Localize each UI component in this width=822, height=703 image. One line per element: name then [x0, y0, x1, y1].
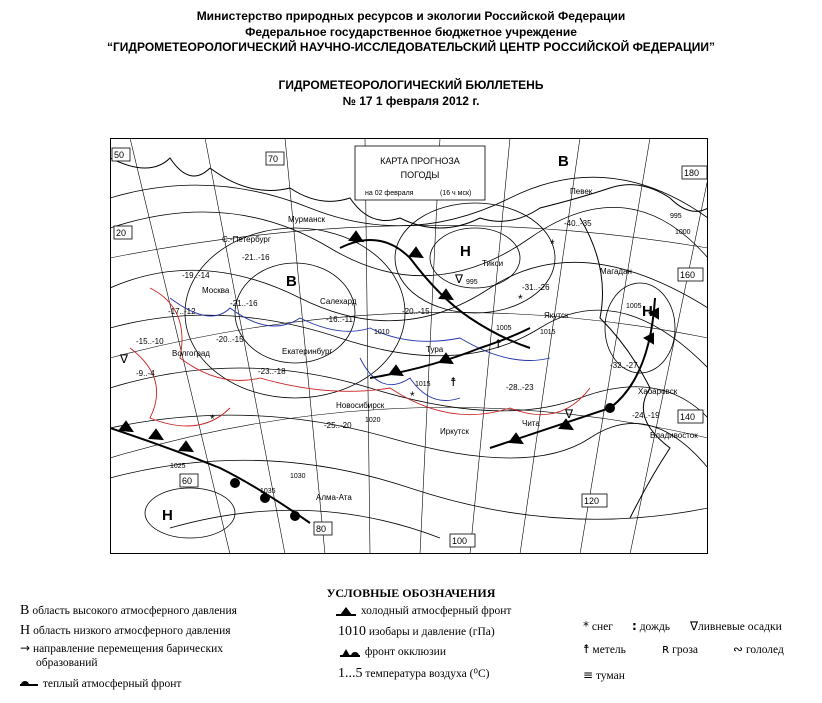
isobar-label: 995 — [466, 279, 478, 286]
longitude-label: 80 — [316, 524, 327, 534]
thunder-icon: ʀ — [662, 642, 670, 656]
legend-temp-sample: 1...5 — [338, 666, 363, 681]
legend-rain-text: дождь — [639, 621, 671, 633]
city-label: Тикси — [482, 259, 504, 268]
longitude-label: 20 — [116, 228, 127, 238]
pressure-center: Н — [460, 243, 471, 260]
legend-blizzard-text: метель — [592, 644, 626, 656]
legend-occlusion-text: фронт окклюзии — [364, 646, 446, 658]
isobar-label: 1035 — [260, 488, 276, 495]
city-label: Владивосток — [650, 431, 698, 440]
legend-cold-front-text: холодный атмосферный фронт — [360, 605, 512, 617]
snow-symbol: * — [410, 389, 415, 403]
bulletin-title: ГИДРОМЕТЕОРОЛОГИЧЕСКИЙ БЮЛЛЕТЕНЬ — [278, 78, 544, 92]
legend-low — [20, 624, 231, 638]
legend-showers — [690, 619, 782, 634]
map-date: на 02 февраля — [365, 190, 414, 197]
legend-fog — [583, 668, 625, 683]
legend-isobar-sample: 1010 — [338, 624, 366, 639]
city-label: Тура — [426, 345, 444, 354]
isobar-label: 1005 — [496, 325, 512, 332]
temperature-label: -28..-23 — [506, 383, 534, 392]
temperature-label: -15..-10 — [136, 337, 164, 346]
map-title-box — [355, 146, 485, 200]
isobar-label: 995 — [670, 213, 682, 220]
city-label: Москва — [202, 286, 230, 295]
map-title-line2: ПОГОДЫ — [400, 170, 440, 180]
ministry-line: Министерство природных ресурсов и экологии Российской Федерации — [196, 9, 626, 23]
pressure-center: Н — [162, 507, 173, 524]
forecast-map — [110, 138, 708, 554]
temperature-label: -16..-11 — [326, 315, 353, 324]
legend-blizzard — [583, 642, 626, 657]
longitude-label: 70 — [268, 154, 279, 164]
legend-ice-text: гололед — [745, 644, 784, 656]
pressure-center: Н — [642, 303, 653, 320]
legend-warm-front — [18, 677, 181, 691]
city-label: Хабаровск — [638, 387, 678, 396]
legend-title: УСЛОВНЫЕ ОБОЗНАЧЕНИЯ — [326, 586, 496, 600]
temperature-label: -21..-16 — [230, 299, 258, 308]
arrow-icon: → — [20, 641, 31, 655]
isobar-label: 1030 — [290, 473, 306, 480]
city-label: Чита — [522, 419, 540, 428]
city-label: Салехард — [320, 297, 357, 306]
longitude-label: 60 — [182, 476, 193, 486]
blizzard-icon: ☨ — [583, 642, 590, 656]
legend-direction — [20, 641, 223, 656]
snow-symbol: * — [210, 412, 215, 426]
longitude-label: 180 — [684, 168, 700, 178]
isobar-label: 1010 — [374, 329, 390, 336]
legend-temperature — [338, 667, 490, 681]
showers-symbol: ∇ — [120, 352, 129, 366]
cold-front-icon — [334, 605, 358, 617]
legend-rain — [632, 619, 670, 634]
temperature-label: -24..-19 — [632, 411, 660, 420]
longitude-label: 160 — [680, 270, 696, 280]
city-label: Алма-Ата — [316, 493, 352, 502]
bulletin-number: № 17 1 февраля 2012 г. — [342, 94, 480, 108]
ice-icon: ∾ — [733, 642, 744, 656]
legend-ice — [733, 642, 784, 657]
legend-showers-text: ливневые осадки — [698, 621, 782, 633]
temperature-label: -40..-35 — [564, 219, 592, 228]
legend-warm-front-text: теплый атмосферный фронт — [42, 678, 182, 690]
snow-symbol: * — [518, 292, 523, 306]
city-label: Иркутск — [440, 427, 469, 436]
longitude-label: 120 — [584, 496, 600, 506]
showers-symbol: ∇ — [455, 272, 464, 286]
city-label: С.-Петербург — [222, 235, 271, 244]
rain-icon: : — [632, 619, 637, 633]
legend-snow-text: снег — [591, 621, 613, 633]
legend-high — [20, 604, 237, 618]
legend-thunder-text: гроза — [672, 644, 698, 656]
temperature-label: -20..-15 — [402, 307, 430, 316]
legend-direction-text-2: образований — [36, 657, 98, 669]
temperature-label: -20..-15 — [216, 335, 244, 344]
legend-low-letter: Н — [20, 623, 31, 638]
institution-name: “ГИДРОМЕТЕОРОЛОГИЧЕСКИЙ НАУЧНО-ИССЛЕДОВАТЕЛЬСКИЙ ЦЕНТР РОССИЙСКОЙ ФЕДЕРАЦИИ” — [107, 40, 715, 54]
legend-occlusion — [338, 645, 446, 659]
snow-icon: * — [583, 619, 589, 633]
occlusion-front-icon — [338, 646, 362, 658]
temperature-label: -25..-20 — [324, 421, 352, 430]
longitude-label: 50 — [114, 150, 125, 160]
city-label: Якутск — [544, 311, 569, 320]
legend-high-letter: В — [20, 603, 30, 618]
city-label: Новосибирск — [336, 401, 385, 410]
fog-icon: ≡ — [583, 668, 594, 682]
city-label: Магадан — [600, 267, 632, 276]
legend-high-text: область высокого атмосферного давления — [32, 605, 237, 617]
longitude-label: 140 — [680, 412, 696, 422]
isobar-label: 1015 — [415, 381, 431, 388]
isobar-label: 1025 — [170, 463, 186, 470]
temperature-label: -17..-12 — [168, 307, 196, 316]
temperature-label: -9..-4 — [136, 369, 155, 378]
legend-snow — [583, 619, 613, 634]
city-label: Екатеринбург — [282, 347, 333, 356]
blizzard-symbol: ☨ — [450, 375, 457, 389]
temperature-label: -32..-27 — [610, 361, 638, 370]
warm-front-icon — [18, 679, 40, 689]
showers-icon: ∇ — [690, 619, 699, 633]
isobar-label: 1000 — [675, 229, 691, 236]
legend-isobar — [338, 625, 495, 639]
city-label: Певек — [570, 187, 593, 196]
map-title-line1: КАРТА ПРОГНОЗА — [380, 156, 460, 166]
isobar-label: 1015 — [540, 329, 556, 336]
city-label: Мурманск — [288, 215, 325, 224]
temperature-label: -23..-18 — [258, 367, 286, 376]
legend-fog-text: туман — [595, 670, 625, 682]
temperature-label: -31..-26 — [522, 283, 550, 292]
isobar-label: 1020 — [365, 417, 381, 424]
blizzard-symbol: ☨ — [495, 337, 502, 351]
pressure-center: В — [558, 153, 569, 170]
longitude-label: 100 — [452, 536, 468, 546]
map-time: (16 ч мск) — [440, 190, 472, 197]
legend-cold-front — [334, 604, 511, 618]
snow-symbol: * — [550, 237, 555, 251]
legend-thunder — [662, 642, 698, 657]
city-label: Волгоград — [172, 349, 210, 358]
legend-isobar-text: изобары и давление (гПа) — [368, 626, 495, 638]
pressure-center: В — [286, 273, 297, 290]
temperature-label: -21..-16 — [242, 253, 270, 262]
isobar-label: 1005 — [626, 303, 642, 310]
institution-type: Федеральное государственное бюджетное учреждение — [245, 25, 577, 39]
temperature-label: -19..-14 — [182, 271, 210, 280]
showers-symbol: ∇ — [565, 407, 574, 421]
legend-low-text: область низкого атмосферного давления — [33, 625, 231, 637]
legend-temp-text: температура воздуха (⁰С) — [365, 668, 490, 680]
legend-direction-text-1: направление перемещения барических — [32, 643, 224, 655]
